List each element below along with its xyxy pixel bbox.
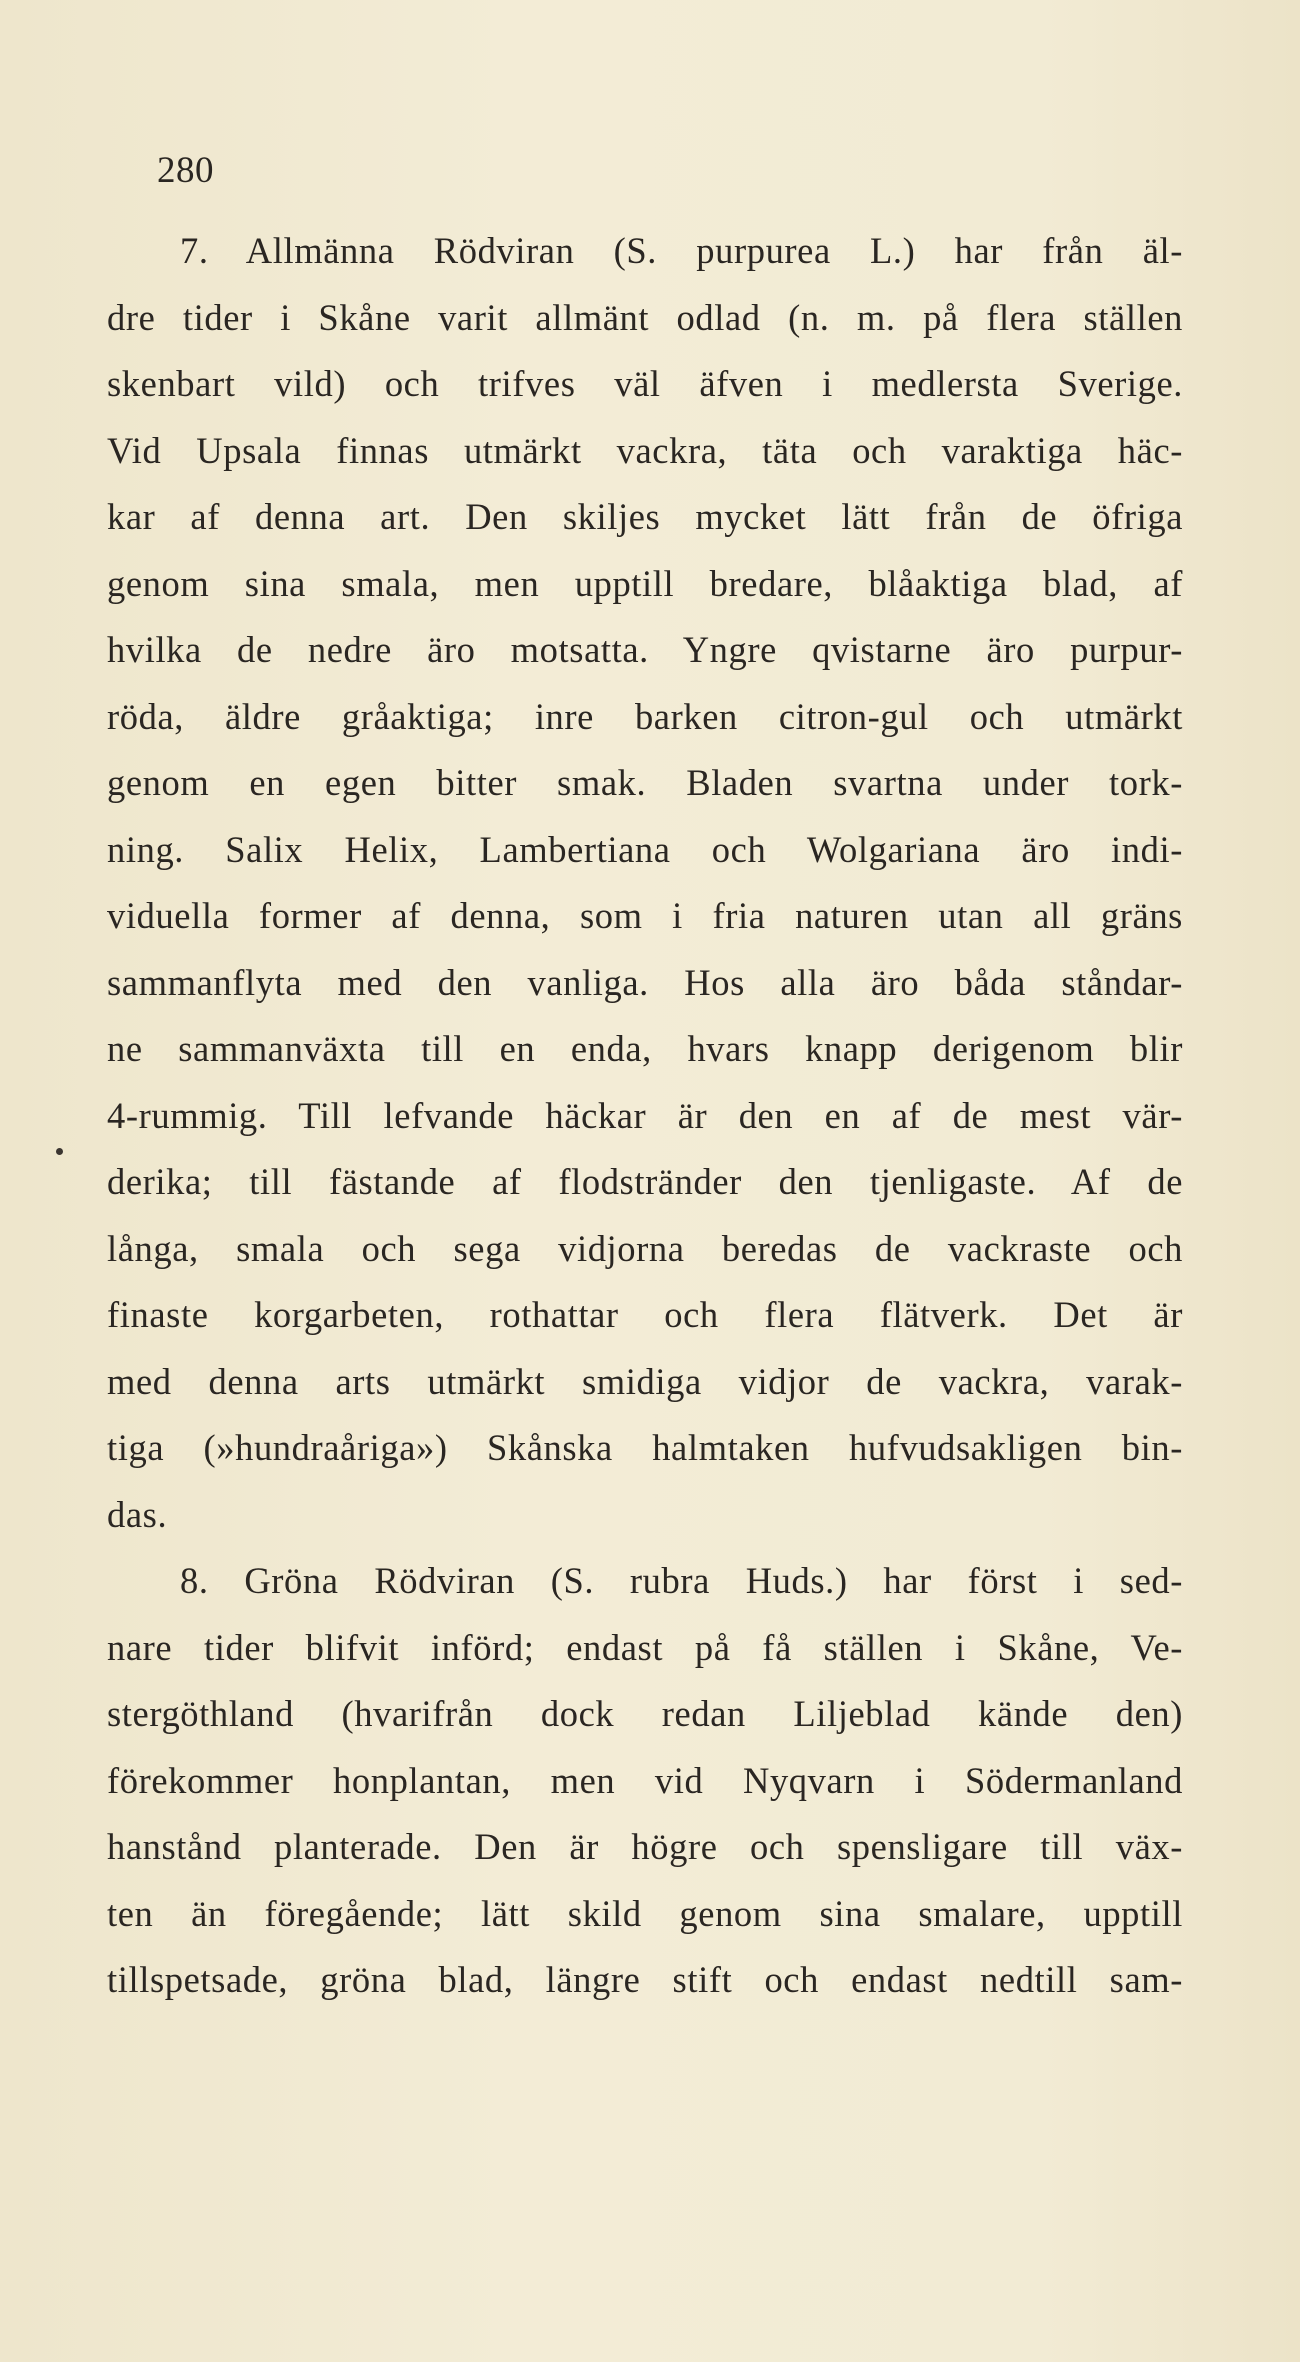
body-text	[107, 218, 1183, 2014]
text-line: finaste korgarbeten, rothattar och flera flätverk. Det är	[107, 1294, 1183, 1335]
text-line: ning. Salix Helix, Lambertiana och Wolgariana äro indi-	[107, 828, 1183, 870]
text-line: ne sammanväxta till en enda, hvars knapp derigenom blir	[107, 1028, 1183, 1069]
ink-speck	[56, 1148, 63, 1155]
text-line: 7. Allmänna Rödviran (S. purpurea L.) har från äl-	[180, 230, 1183, 271]
text-line: genom en egen bitter smak. Bladen svartna under tork-	[107, 762, 1183, 803]
text-line: 4-rummig. Till lefvande häckar är den en af de mest vär-	[107, 1094, 1183, 1136]
text-line: derika; till fästande af flodstränder den tjenligaste. Af de	[107, 1161, 1183, 1202]
text-line: förekommer honplantan, men vid Nyqvarn i Södermanland	[107, 1759, 1183, 1801]
text-line: dre tider i Skåne varit allmänt odlad (n. m. på flera ställen	[107, 296, 1183, 338]
text-line: ten än föregående; lätt skild genom sina smalare, upptill	[107, 1892, 1183, 1934]
text-line: skenbart vild) och trifves väl äfven i medlersta Sverige.	[107, 363, 1183, 404]
page-number: 280	[157, 150, 214, 191]
text-line: stergöthland (hvarifrån dock redan Liljeblad kände den)	[107, 1693, 1183, 1734]
text-line: Vid Upsala finnas utmärkt vackra, täta och varaktiga häc-	[107, 429, 1183, 471]
text-line: genom sina smala, men upptill bredare, blåaktiga blad, af	[107, 562, 1183, 604]
text-line: röda, äldre gråaktiga; inre barken citron-gul och utmärkt	[107, 695, 1183, 737]
text-line: nare tider blifvit införd; endast på få ställen i Skåne, Ve-	[107, 1626, 1183, 1668]
text-line: med denna arts utmärkt smidiga vidjor de vackra, varak-	[107, 1360, 1183, 1402]
text-line: tiga (»hundraåriga») Skånska halmtaken hufvudsakligen bin-	[107, 1427, 1183, 1468]
text-line: långa, smala och sega vidjorna beredas de vackraste och	[107, 1227, 1183, 1269]
text-line: sammanflyta med den vanliga. Hos alla äro båda ståndar-	[107, 961, 1183, 1003]
text-line: viduella former af denna, som i fria naturen utan all gräns	[107, 895, 1183, 936]
text-line: tillspetsade, gröna blad, längre stift och endast nedtill sam-	[107, 1959, 1183, 2000]
text-line: hanstånd planterade. Den är högre och spensligare till väx-	[107, 1826, 1183, 1867]
text-line: kar af denna art. Den skiljes mycket lätt från de öfriga	[107, 496, 1183, 537]
text-line: das.	[107, 1493, 168, 1535]
text-line: 8. Gröna Rödviran (S. rubra Huds.) har först i sed-	[180, 1560, 1183, 1601]
text-line: hvilka de nedre äro motsatta. Yngre qvistarne äro purpur-	[107, 629, 1183, 670]
